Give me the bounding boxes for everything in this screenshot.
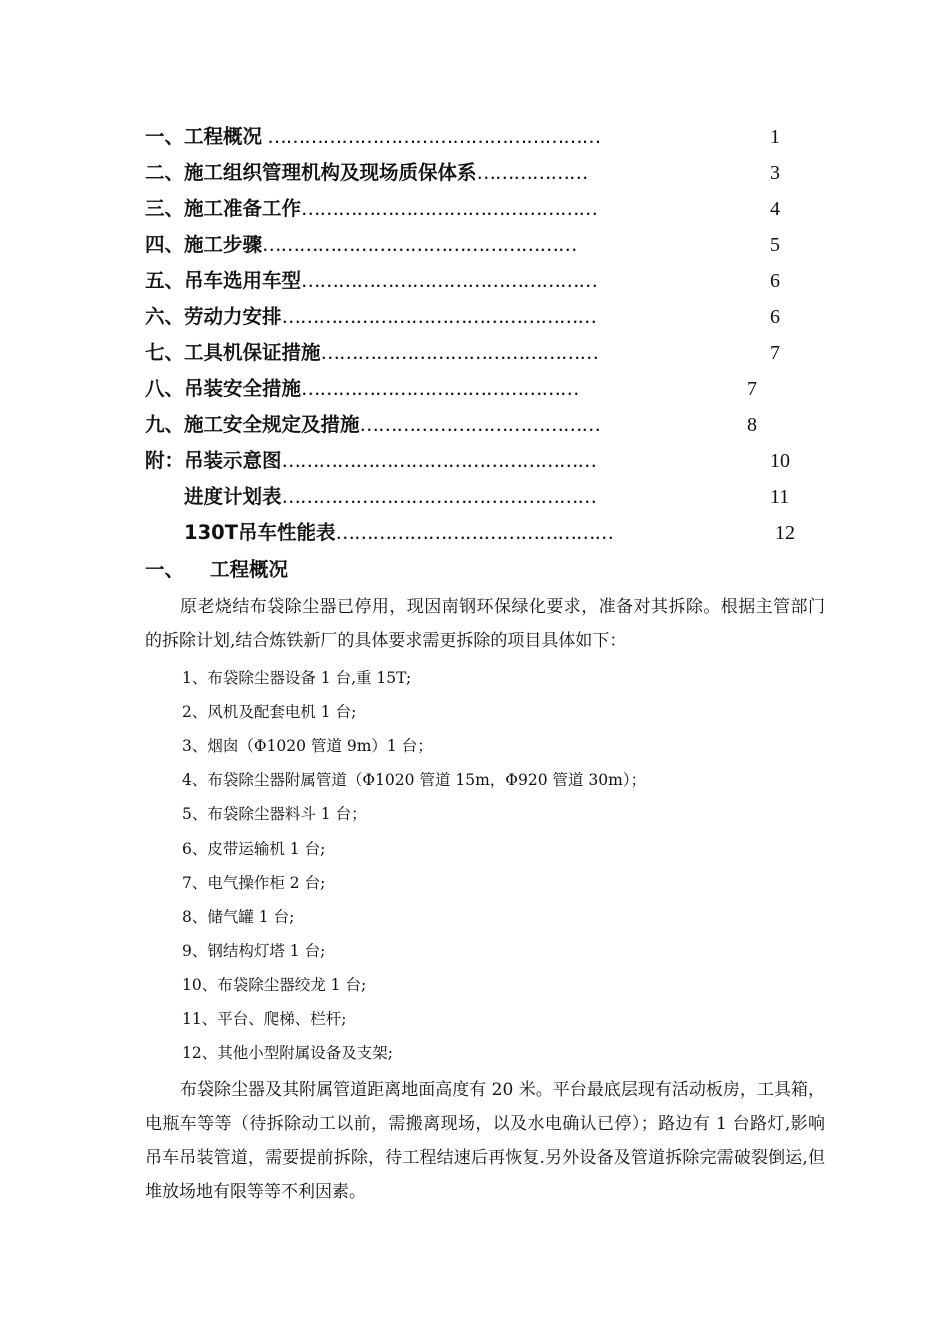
toc-dot-leader: ……………………………………… [335, 521, 614, 544]
section-title: 工程概况 [210, 558, 289, 581]
toc-entry[interactable] [145, 376, 579, 402]
list-item: 4、布袋除尘器附属管道（Φ1020 管道 15m，Φ920 管道 30m）； [182, 771, 647, 789]
toc-dot-leader: ……………………………………… [301, 377, 579, 400]
toc-page-number: 5 [770, 234, 780, 256]
toc-dot-leader: ……………… [476, 161, 588, 184]
toc-dot-leader: …………………………………………… [281, 485, 597, 508]
toc-entry-label: 进度计划表 [145, 485, 282, 508]
toc-page-number: 7 [770, 342, 780, 364]
toc-page-number: 4 [770, 198, 780, 220]
list-item: 2、风机及配套电机 1 台; [182, 703, 357, 721]
toc-entry-label: 四、施工步骤 [145, 233, 263, 256]
toc-entry[interactable] [145, 196, 597, 222]
list-item: 12、其他小型附属设备及支架; [182, 1044, 393, 1062]
list-item: 11、平台、爬梯、栏杆; [182, 1010, 347, 1028]
toc-entry-label: 130T吊车性能表 [145, 521, 336, 544]
toc-entry[interactable] [145, 412, 600, 438]
toc-page-number: 10 [770, 450, 790, 472]
list-item: 10、布袋除尘器绞龙 1 台; [182, 976, 367, 994]
toc-entry-label: 五、吊车选用车型 [145, 269, 302, 292]
toc-entry-label: 七、工具机保证措施 [145, 341, 321, 364]
toc-dot-leader: ………………………………… [359, 413, 601, 436]
toc-entry[interactable] [145, 160, 588, 186]
toc-entry[interactable] [145, 340, 598, 366]
list-item: 5、布袋除尘器料斗 1 台； [182, 805, 367, 823]
toc-entry-label: 一、工程概况 [145, 125, 263, 148]
toc-page-number: 1 [770, 126, 780, 148]
toc-page-number: 6 [770, 306, 780, 328]
toc-page-number: 3 [770, 162, 780, 184]
toc-entry[interactable] [145, 268, 597, 294]
section-number: 一、 [145, 558, 185, 581]
list-item: 1、布袋除尘器设备 1 台,重 15T; [182, 669, 412, 687]
toc-page-number: 6 [770, 270, 780, 292]
toc-entry[interactable] [145, 124, 600, 150]
toc-dot-leader: …………………………………………… [262, 233, 577, 256]
toc-entry-label: 六、劳动力安排 [145, 305, 282, 328]
toc-page-number: 12 [775, 522, 795, 544]
toc-dot-leader: …………………………………………… [281, 449, 597, 472]
toc-page-number: 11 [770, 486, 790, 508]
toc-dot-leader: …………………………………………… [281, 305, 597, 328]
toc-entry[interactable] [145, 484, 596, 510]
list-item: 6、皮带运输机 1 台; [182, 840, 326, 858]
toc-dot-leader: ……………………………………………… [262, 125, 601, 148]
toc-entry-label: 二、施工组织管理机构及现场质保体系 [145, 161, 477, 184]
toc-dot-leader: ……………………………………… [320, 341, 599, 364]
toc-entry-label: 三、施工准备工作 [145, 197, 302, 220]
toc-entry[interactable] [145, 232, 577, 258]
section-heading [145, 557, 288, 583]
closing-paragraph: 布袋除尘器及其附属管道距离地面高度有 20 米。平台最底层现有活动板房，工具箱，电瓶车等等（待拆除动工以前，需搬离现场，以及水电确认已停）；路边有 1 台路灯,影响吊车吊装管道，需要提前拆除，待工程结速后再恢复.另外设备及管道拆除完需破裂倒运,但堆放场地有限等等不利因素。 [145, 1080, 825, 1202]
toc-dot-leader: ………………………………………… [301, 269, 598, 292]
intro-paragraph: 原老烧结布袋除尘器已停用，现因南钢环保绿化要求，准备对其拆除。根据主管部门的拆除计划,结合炼铁新厂的具体要求需更拆除的项目具体如下： [145, 597, 825, 651]
list-item: 3、烟囱（Φ1020 管道 9m）1 台； [182, 737, 433, 755]
toc-entry-label: 九、施工安全规定及措施 [145, 413, 360, 436]
list-item: 7、电气操作柜 2 台; [182, 874, 326, 892]
toc-entry-label: 附：吊装示意图 [145, 449, 282, 472]
toc-page-number: 7 [747, 378, 757, 400]
toc-entry-label: 八、吊装安全措施 [145, 377, 302, 400]
toc-page-number: 8 [747, 414, 757, 436]
toc-entry[interactable] [145, 520, 613, 546]
list-item: 8、储气罐 1 台; [182, 908, 295, 926]
toc-dot-leader: ………………………………………… [301, 197, 598, 220]
toc-entry[interactable] [145, 304, 596, 330]
list-item: 9、钢结构灯塔 1 台; [182, 942, 326, 960]
toc-entry[interactable] [145, 448, 596, 474]
